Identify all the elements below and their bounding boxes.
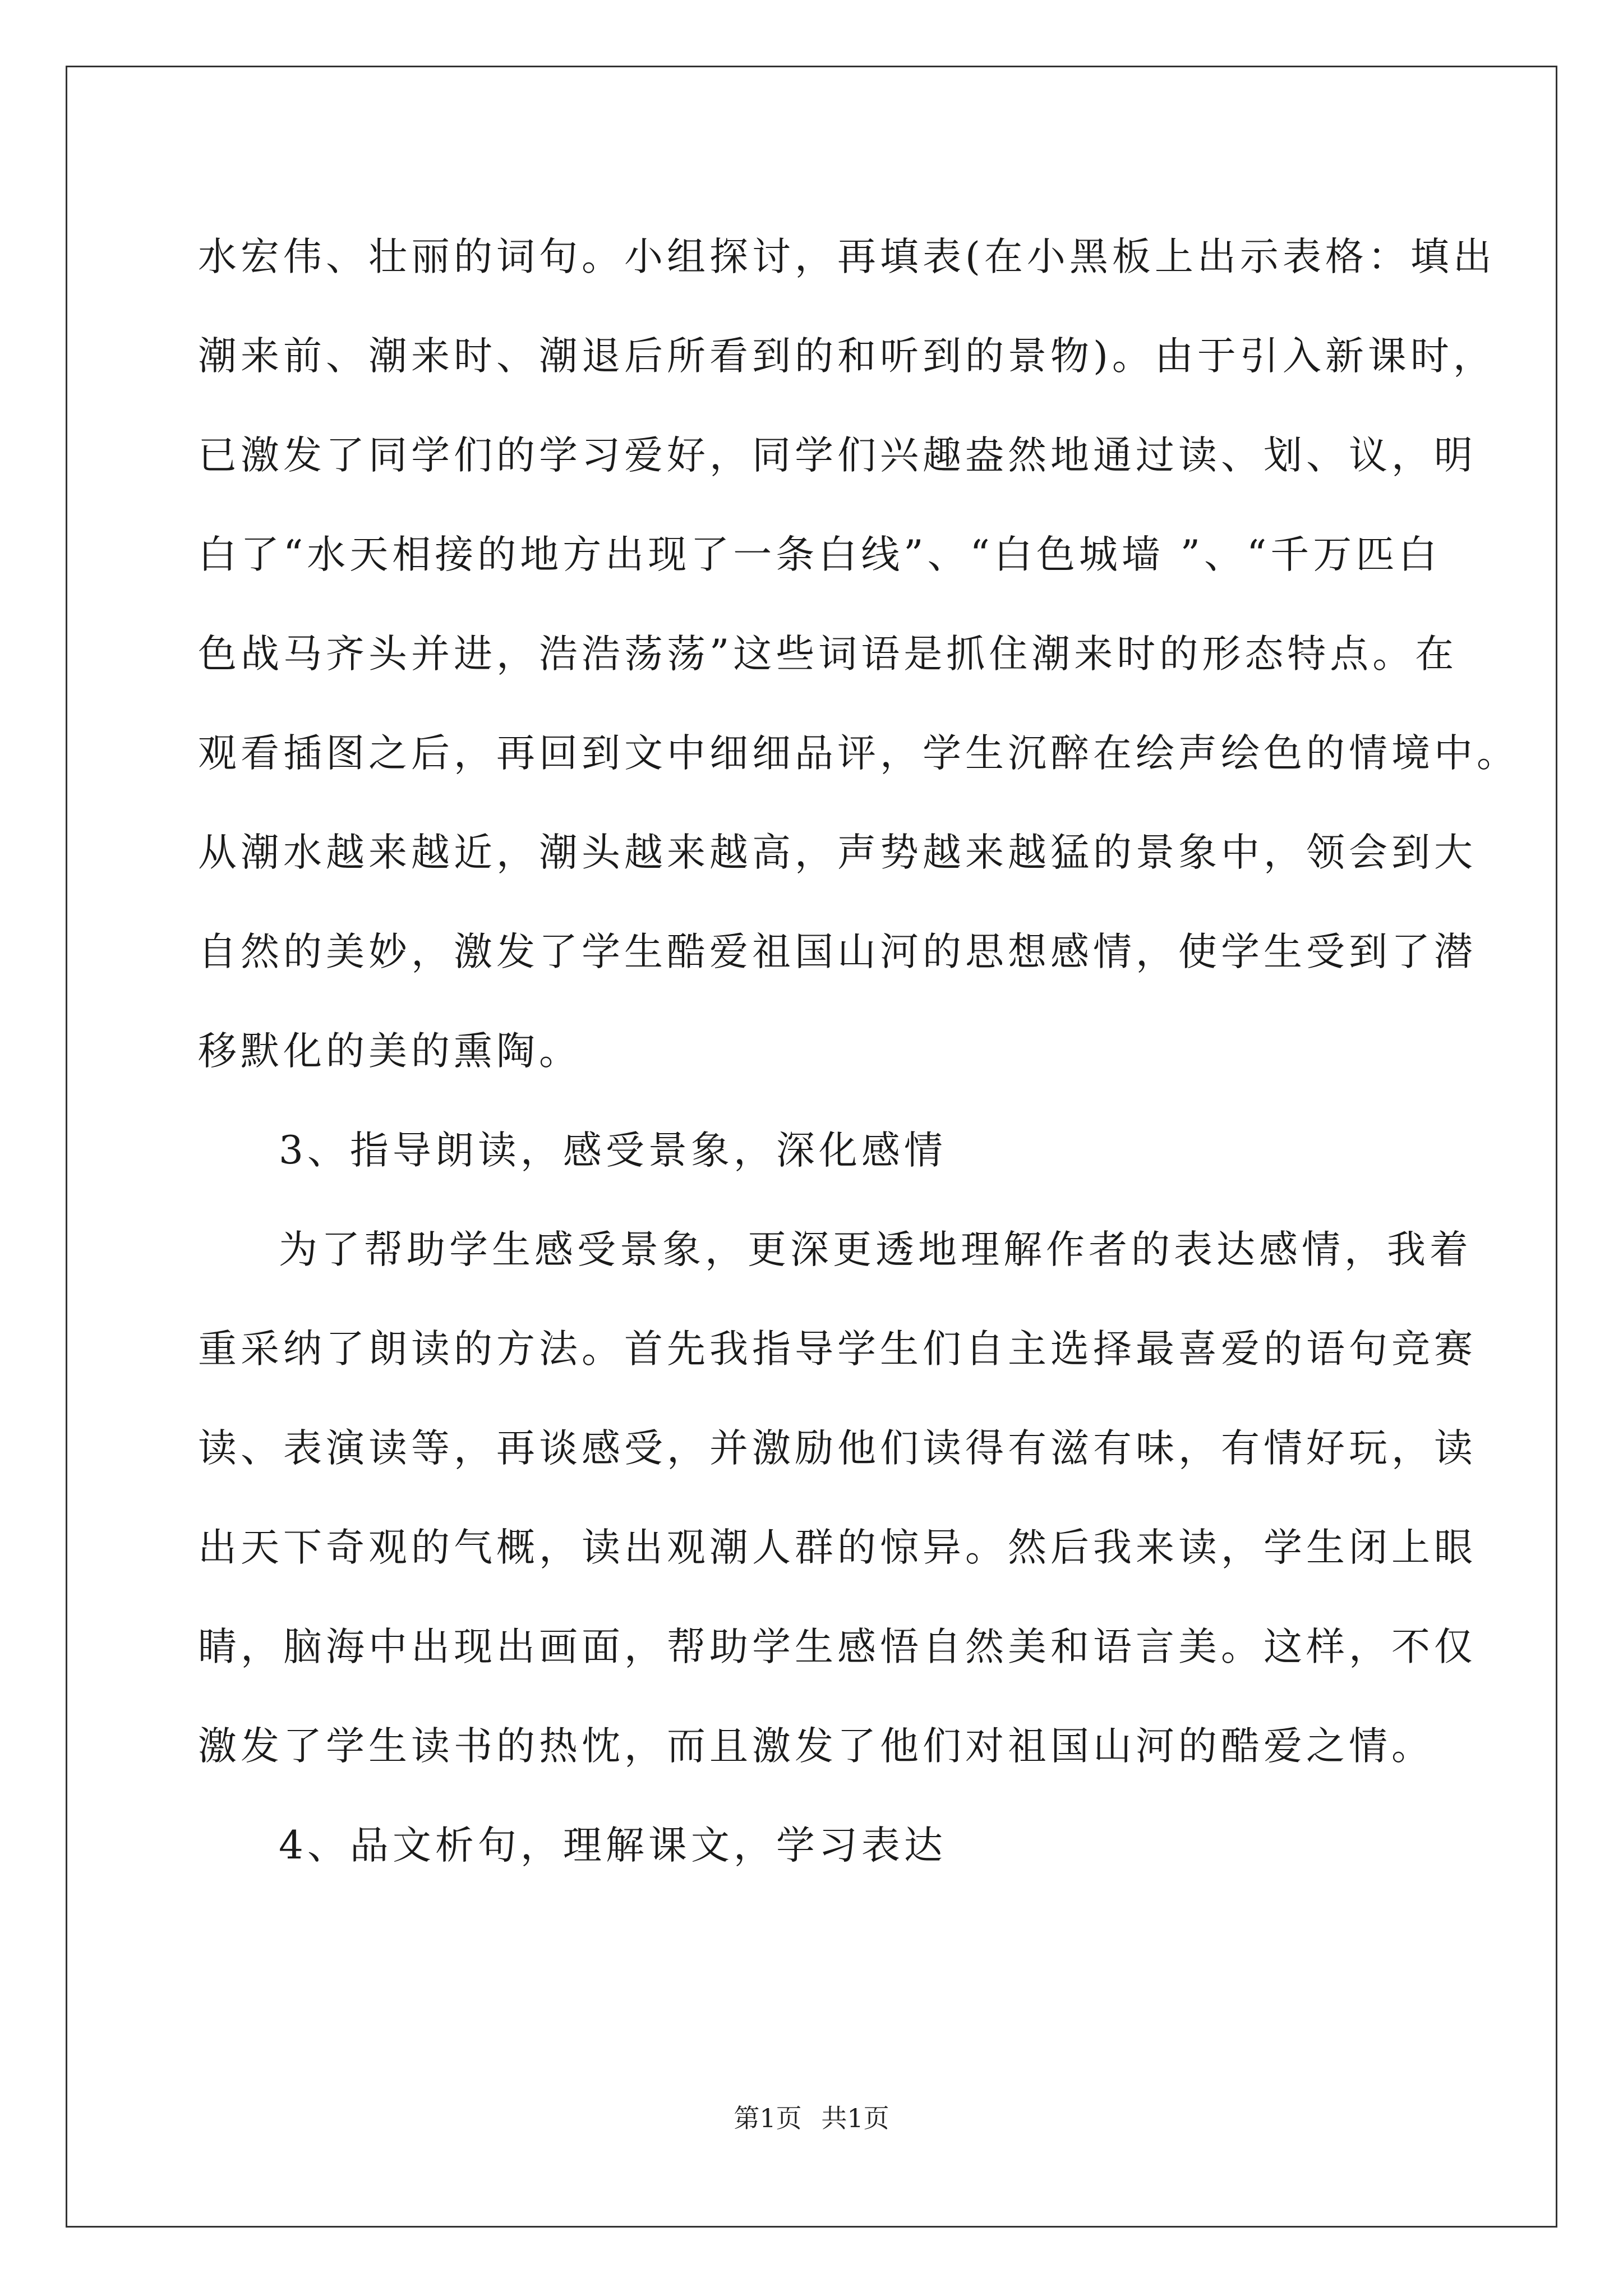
text-line: 观看插图之后，再回到文中细细品评，学生沉醉在绘声绘色的情境中。: [198, 731, 1519, 776]
text-line: 从潮水越来越近，潮头越来越高，声势越来越猛的景象中，领会到大: [198, 830, 1477, 875]
text-line: 读、表演读等，再谈感受，并激励他们读得有滋有味，有情好玩，读: [198, 1426, 1477, 1471]
page-footer: [0, 2098, 1623, 2135]
text-line: 白了“水天相接的地方出现了一条白线”、“白色城墙 ”、“千万匹白: [198, 532, 1441, 577]
page-total: 共1页: [821, 2103, 889, 2133]
text-line: 重采纳了朗读的方法。首先我指导学生们自主选择最喜爱的语句竞赛: [198, 1327, 1477, 1372]
text-line: 激发了学生读书的热忱，而且激发了他们对祖国山河的酷爱之情。: [198, 1724, 1434, 1769]
text-line: 色战马齐头并进，浩浩荡荡”这些词语是抓住潮来时的形态特点。在: [198, 632, 1458, 677]
text-line: 出天下奇观的气概，读出观潮人群的惊异。然后我来读，学生闭上眼: [198, 1525, 1477, 1570]
text-line: 移默化的美的熏陶。: [198, 1029, 582, 1074]
text-line: 水宏伟、壮丽的词句。小组探讨，再填表(在小黑板上出示表格：填出: [198, 234, 1496, 279]
text-line: 已激发了同学们的学习爱好，同学们兴趣盎然地通过读、划、议，明: [198, 433, 1477, 478]
section-heading: 4、品文析句，理解课文，学习表达: [279, 1823, 947, 1868]
section-heading: 3、指导朗读，感受景象，深化感情: [279, 1128, 947, 1173]
text-line: 自然的美妙，激发了学生酷爱祖国山河的思想感情，使学生受到了潜: [198, 930, 1477, 974]
document-body: [198, 208, 1519, 1895]
text-line: 潮来前、潮来时、潮退后所看到的和听到的景物)。由于引入新课时，: [198, 334, 1496, 379]
text-line: 睛，脑海中出现出画面，帮助学生感悟自然美和语言美。这样，不仅: [198, 1625, 1477, 1669]
paragraph-first-line: 为了帮助学生感受景象，更深更透地理解作者的表达感情，我着: [279, 1227, 1472, 1272]
page-number: 第1页: [734, 2103, 802, 2133]
